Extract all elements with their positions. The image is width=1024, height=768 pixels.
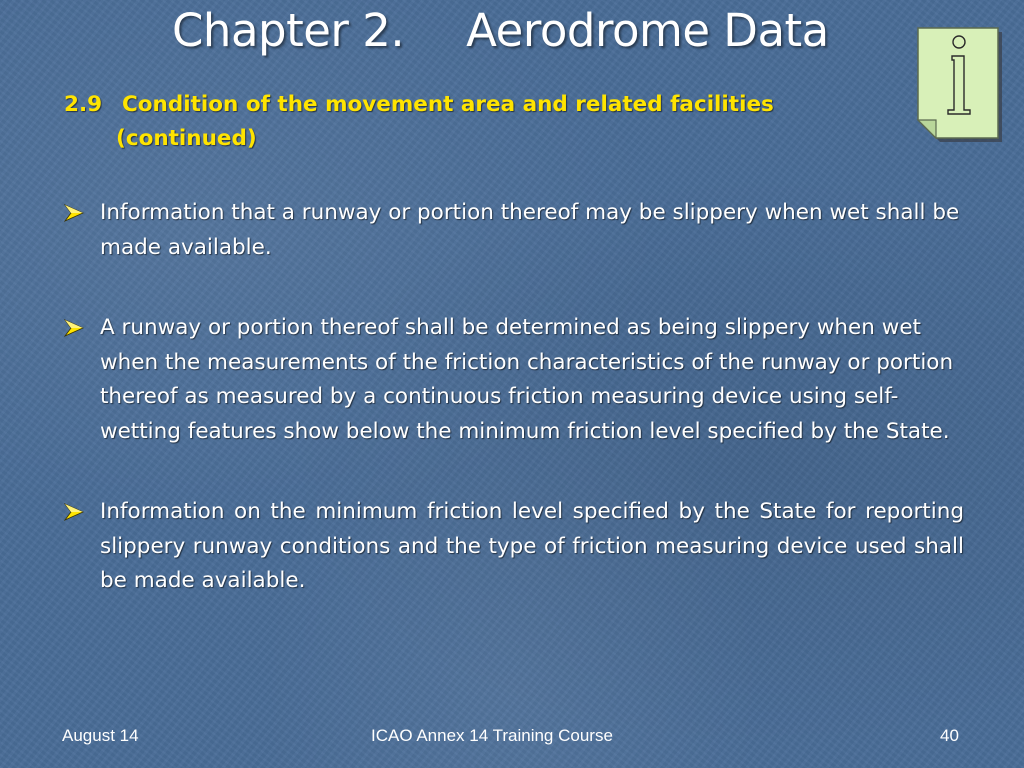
arrow-right-icon (64, 319, 84, 337)
bullet-item (64, 495, 964, 599)
slide-number: 40 (940, 726, 959, 745)
chapter-label: Chapter 2. (172, 4, 405, 57)
information-note-icon (916, 26, 1002, 142)
section-continuation: (continued) (116, 126, 257, 151)
bullet-item (64, 196, 964, 265)
footer-course-title: ICAO Annex 14 Training Course (371, 726, 613, 745)
chapter-name: Aerodrome Data (466, 4, 829, 57)
bullet-text: A runway or portion thereof shall be determined as being slippery when wet when the measurements of the friction characteristics of the runway or portion thereof as measured by a continuous friction measuring device using self-wetting features show below the minimum friction level specified by the State. (100, 315, 954, 444)
bullet-list (64, 196, 964, 599)
bullet-text: Information that a runway or portion thereof may be slippery when wet shall be made available. (100, 200, 960, 260)
arrow-right-icon (64, 204, 84, 222)
bullet-item (64, 311, 964, 449)
footer-date: August 14 (62, 726, 139, 745)
section-number: 2.9 (64, 92, 103, 117)
section-heading (64, 88, 904, 156)
arrow-right-icon (64, 503, 84, 521)
bullet-text: Information on the minimum friction level specified by the State for reporting slippery runway conditions and the type of friction measuring device used shall be made available. (100, 499, 964, 593)
section-title: Condition of the movement area and related facilities (122, 92, 774, 117)
slide-title (172, 4, 829, 57)
